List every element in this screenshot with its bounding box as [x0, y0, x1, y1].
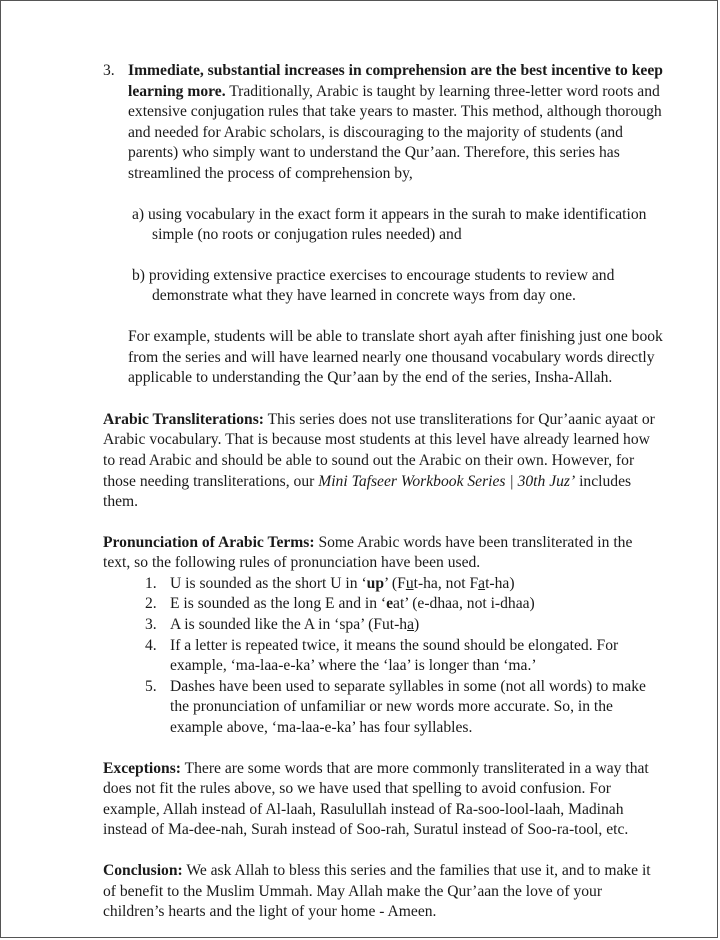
pronunciation-rules-list — [145, 574, 663, 739]
rule-underlined: a — [407, 616, 414, 634]
rule-text: E is sounded as the long E and in ‘ — [170, 595, 387, 613]
conclusion-text: We ask Allah to bless this series and the families that use it, and to make it of benefit to the Muslim Ummah. May Allah make the Qur’aan the love of your children’s hearts and the light of your home - Ameen. — [103, 862, 651, 921]
item-3-bold-lead: Immediate, substantial increases in comprehension are the best incentive to keep learning more. — [128, 62, 663, 100]
rule-text: Dashes have been used to separate syllables in some (not all words) to make the pronunciation of unfamiliar or new words more accurate. So, in the example above, ‘ma-laa-e-ka’ has four syllables. — [170, 677, 646, 737]
sub-item-b: b) providing extensive practice exercises to encourage students to review and demonstrate what they have learned in concrete ways from day one. — [132, 266, 615, 305]
rule-underlined: u — [405, 574, 414, 592]
page-content — [103, 61, 663, 923]
exceptions-text: There are some words that are more commonly transliterated in a way that does not fit the rules above, so we have used that spelling to avoid confusion. For example, Allah instead of Al-laah, Rasulullah instead of Ra-soo-lool-laah, Madinah instead of Ma-dee-nah, Surah instead of Soo-rah, Suratul instead of Soo-ra-tool, etc. — [103, 759, 649, 839]
rule-text: at’ (e-dhaa, not i-dhaa) — [393, 595, 535, 613]
list-item — [145, 574, 663, 595]
list-number: 1. — [145, 574, 157, 592]
sub-item-a: a) using vocabulary in the exact form it appears in the surah to make identification simple (no roots or conjugation rules needed) and — [132, 205, 647, 244]
workbook-series-title: Mini Tafseer Workbook Series | 30th Juz’ — [318, 472, 576, 490]
example-paragraph: For example, students will be able to translate short ayah after finishing just one book from the series and will have learned nearly one thousand vocabulary words directly applicable to understanding the Qur’aan by the end of the series, Insha-Allah. — [128, 327, 663, 387]
list-item — [145, 615, 663, 636]
item-3-text: Traditionally, Arabic is taught by learning three-letter word roots and extensive conjugation rules that take years to master. This method, although thorough and needed for Arabic scholars, is discouraging to the majority of students (and parents) who simply want to understand the Qur’aan. Therefore, this series has streamlined the process of comprehension by, — [128, 82, 662, 182]
list-item — [145, 636, 663, 677]
list-number: 5. — [145, 677, 157, 695]
list-item — [145, 677, 663, 739]
rule-underlined: a — [478, 574, 486, 592]
transliterations-tail: includes them. — [103, 472, 632, 511]
list-number: 3. — [145, 616, 157, 634]
rule-text: A is sounded like the A in ‘spa’ (Fut-h — [170, 616, 408, 634]
rule-text: t-ha, not F — [413, 574, 479, 592]
rule-text: U is sounded as the short U in ‘ — [170, 574, 367, 592]
pronunciation-section — [103, 533, 663, 574]
rule-text: ’ (F — [384, 574, 406, 592]
transliterations-text: This series does not use transliterations for Qur’aanic ayaat or Arabic vocabulary. That is because most students at this level have already learned how to read Arabic and should be able to sound out the Arabic on their own. However, for those needing transliterations, our — [103, 410, 655, 490]
list-item-3 — [103, 61, 663, 185]
exceptions-heading: Exceptions: — [103, 759, 181, 777]
conclusion-section — [103, 861, 663, 923]
list-number: 3. — [103, 62, 115, 79]
pronunciation-heading: Pronunciation of Arabic Terms: — [103, 533, 315, 551]
rule-emphasis: e — [386, 595, 394, 613]
rule-emphasis: up — [366, 574, 384, 592]
exceptions-section — [103, 759, 663, 841]
rule-text: ) — [414, 616, 420, 634]
list-number: 4. — [145, 636, 157, 654]
list-item — [145, 594, 663, 615]
pronunciation-text: Some Arabic words have been transliterated in the text, so the following rules of pronunciation have been used. — [103, 533, 633, 572]
list-number: 2. — [145, 595, 157, 613]
rule-text: t-ha) — [485, 574, 515, 592]
transliterations-heading: Arabic Transliterations: — [103, 410, 264, 428]
conclusion-heading: Conclusion: — [103, 862, 183, 879]
transliterations-section — [103, 410, 663, 513]
rule-text: If a letter is repeated twice, it means the sound should be elongated. For example, ‘ma-laa-e-ka’ where the ‘laa’ is longer than ‘ma.’ — [170, 636, 619, 675]
